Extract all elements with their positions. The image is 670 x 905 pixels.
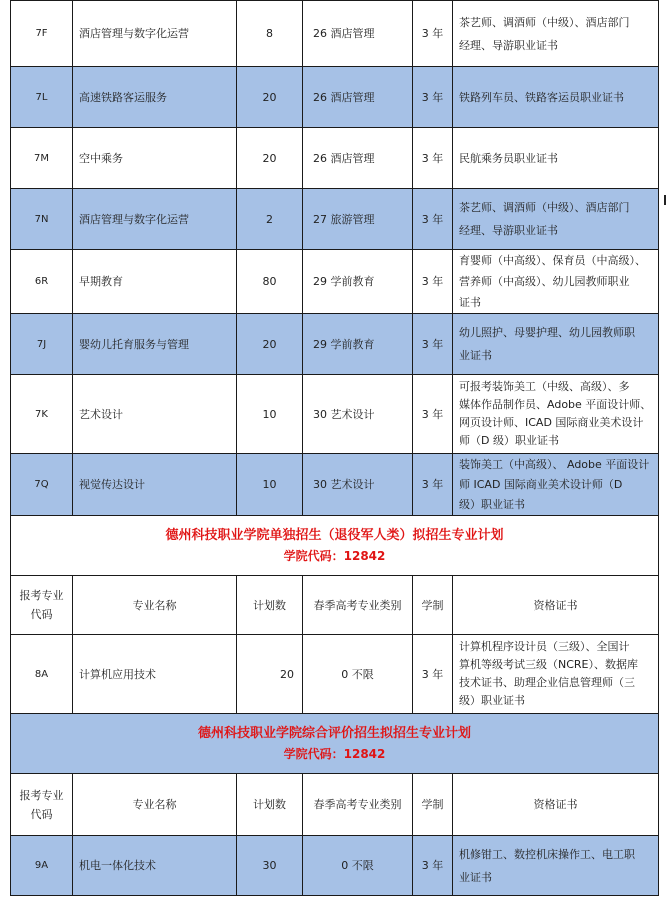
plan-cell: 20: [237, 635, 303, 714]
duration-cell: 3 年: [413, 67, 453, 128]
header-major: 专业名称: [73, 774, 237, 836]
header-code: 报考专业 代码: [11, 774, 73, 836]
table-row: [11, 375, 659, 454]
major-cell: 婴幼儿托育服务与管理: [73, 314, 237, 375]
duration-cell: 3 年: [413, 128, 453, 189]
code-cell: 8A: [11, 635, 73, 714]
cert-cell: 铁路列车员、铁路客运员职业证书: [453, 67, 659, 128]
section-title-text: 德州科技职业学院综合评价招生拟招生专业计划: [197, 725, 471, 741]
category-cell: 26 酒店管理: [303, 128, 413, 189]
scroll-marker: [664, 195, 666, 205]
plan-cell: 20: [237, 67, 303, 128]
header-row: [11, 774, 659, 836]
duration-cell: 3 年: [413, 454, 453, 516]
section-title: [11, 516, 659, 576]
major-cell: 艺术设计: [73, 375, 237, 454]
table-row: [11, 454, 659, 516]
document-page: [10, 0, 658, 896]
header-row: [11, 576, 659, 635]
table-row: [11, 189, 659, 250]
table-row: [11, 635, 659, 714]
header-category: 春季高考专业类别: [303, 576, 413, 635]
duration-cell: 3 年: [413, 189, 453, 250]
cert-cell: 茶艺师、调酒师（中级）、酒店部门 经理、导游职业证书: [453, 1, 659, 67]
table-row: [11, 67, 659, 128]
header-duration: 学制: [413, 576, 453, 635]
header-category: 春季高考专业类别: [303, 774, 413, 836]
table-row: [11, 314, 659, 375]
table-row: [11, 1, 659, 67]
plan-cell: 2: [237, 189, 303, 250]
cert-cell: 装饰美工（中高级）、 Adobe 平面设计 师 ICAD 国际商业美术设计师（D 级）职业证书: [453, 454, 659, 516]
major-cell: 酒店管理与数字化运营: [73, 1, 237, 67]
section-title: [11, 714, 659, 774]
table-row: [11, 250, 659, 314]
header-plan: 计划数: [237, 774, 303, 836]
category-cell: 0 不限: [303, 635, 413, 714]
duration-cell: 3 年: [413, 250, 453, 314]
college-code: 学院代码：12842: [283, 548, 386, 563]
category-cell: 30 艺术设计: [303, 375, 413, 454]
plan-cell: 20: [237, 314, 303, 375]
code-cell: 7M: [11, 128, 73, 189]
major-cell: 空中乘务: [73, 128, 237, 189]
category-cell: 27 旅游管理: [303, 189, 413, 250]
cert-cell: 茶艺师、调酒师（中级）、酒店部门 经理、导游职业证书: [453, 189, 659, 250]
code-cell: 9A: [11, 836, 73, 896]
header-cert: 资格证书: [453, 576, 659, 635]
code-cell: 7J: [11, 314, 73, 375]
major-cell: 计算机应用技术: [73, 635, 237, 714]
category-cell: 26 酒店管理: [303, 1, 413, 67]
duration-cell: 3 年: [413, 375, 453, 454]
plan-cell: 80: [237, 250, 303, 314]
plan-cell: 8: [237, 1, 303, 67]
category-cell: 29 学前教育: [303, 314, 413, 375]
table-row: [11, 836, 659, 896]
plan-cell: 10: [237, 454, 303, 516]
cert-cell: 机修钳工、数控机床操作工、电工职 业证书: [453, 836, 659, 896]
code-cell: 7N: [11, 189, 73, 250]
table-row: [11, 128, 659, 189]
category-cell: 0 不限: [303, 836, 413, 896]
header-code: 报考专业 代码: [11, 576, 73, 635]
major-cell: 视觉传达设计: [73, 454, 237, 516]
major-cell: 早期教育: [73, 250, 237, 314]
major-cell: 高速铁路客运服务: [73, 67, 237, 128]
header-duration: 学制: [413, 774, 453, 836]
code-cell: 6R: [11, 250, 73, 314]
duration-cell: 3 年: [413, 314, 453, 375]
major-cell: 酒店管理与数字化运营: [73, 189, 237, 250]
category-cell: 29 学前教育: [303, 250, 413, 314]
major-cell: 机电一体化技术: [73, 836, 237, 896]
code-cell: 7L: [11, 67, 73, 128]
code-cell: 7Q: [11, 454, 73, 516]
code-cell: 7K: [11, 375, 73, 454]
section-title-row: [11, 714, 659, 774]
category-cell: 26 酒店管理: [303, 67, 413, 128]
college-code: 学院代码：12842: [283, 746, 386, 761]
duration-cell: 3 年: [413, 1, 453, 67]
plan-cell: 30: [237, 836, 303, 896]
duration-cell: 3 年: [413, 836, 453, 896]
cert-cell: 计算机程序设计员（三级）、全国计 算机等级考试三级（NCRE）、数据库 技术证书、助理企业信息管理师（三 级）职业证书: [453, 635, 659, 714]
header-cert: 资格证书: [453, 774, 659, 836]
plan-cell: 10: [237, 375, 303, 454]
section-title-text: 德州科技职业学院单独招生（退役军人类）拟招生专业计划: [165, 527, 504, 543]
header-major: 专业名称: [73, 576, 237, 635]
enrollment-table: [10, 0, 659, 896]
duration-cell: 3 年: [413, 635, 453, 714]
cert-cell: 民航乘务员职业证书: [453, 128, 659, 189]
category-cell: 30 艺术设计: [303, 454, 413, 516]
cert-cell: 育婴师（中高级）、保育员（中高级）、 营养师（中高级）、幼儿园教师职业 证书: [453, 250, 659, 314]
code-cell: 7F: [11, 1, 73, 67]
plan-cell: 20: [237, 128, 303, 189]
header-plan: 计划数: [237, 576, 303, 635]
cert-cell: 可报考装饰美工（中级、高级）、多 媒体作品制作员、Adobe 平面设计师、 网页设计师、ICAD 国际商业美术设计 师（D 级）职业证书: [453, 375, 659, 454]
cert-cell: 幼儿照护、母婴护理、幼儿园教师职 业证书: [453, 314, 659, 375]
section-title-row: [11, 516, 659, 576]
